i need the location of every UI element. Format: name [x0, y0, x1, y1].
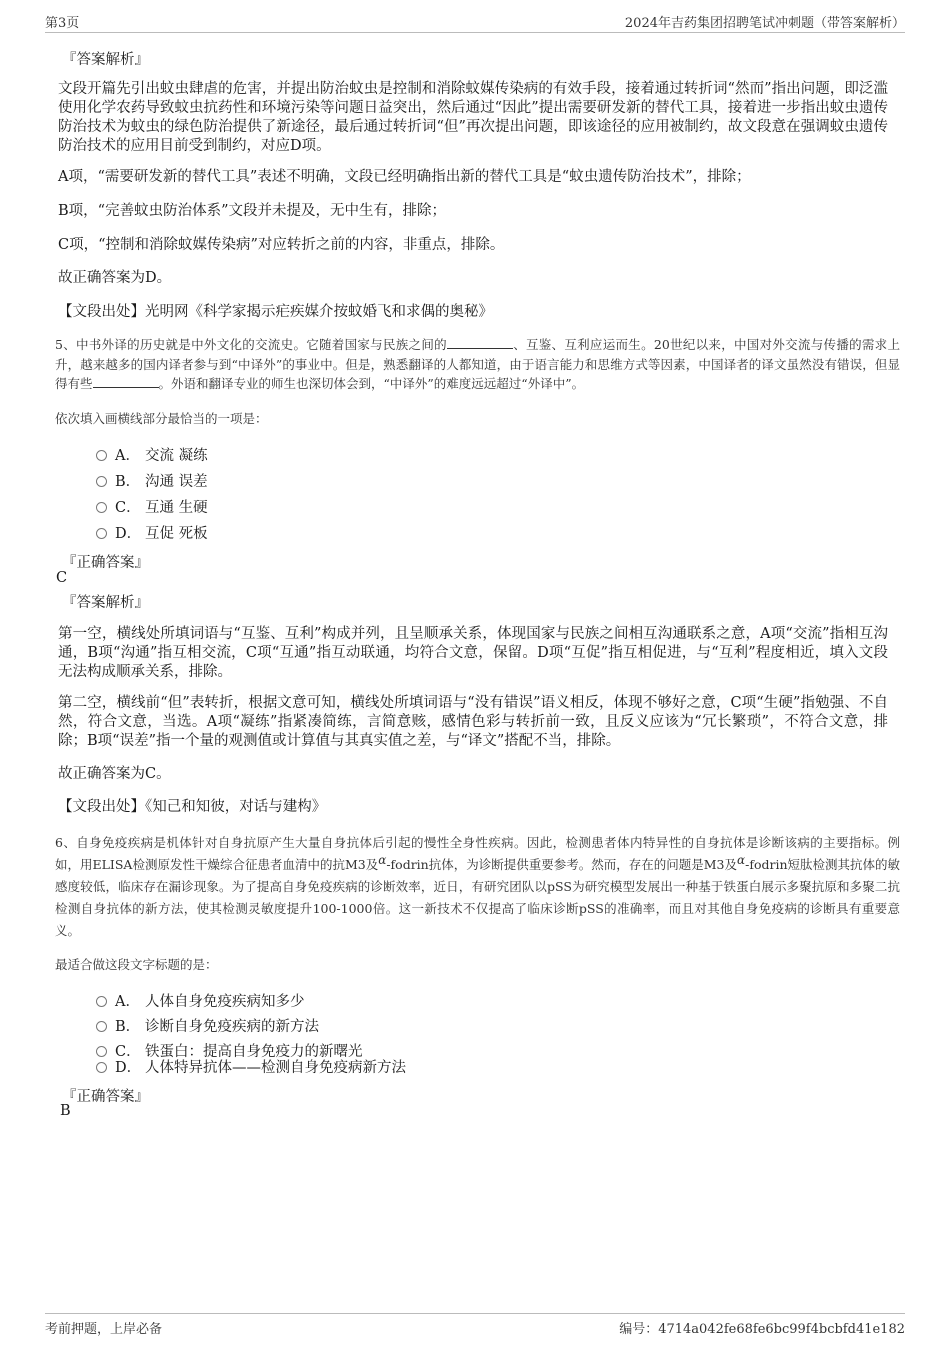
q5-option-b[interactable]: B． 沟通 误差	[96, 470, 208, 490]
q6-answer-label: 『正确答案』	[62, 1089, 149, 1105]
page-footer	[45, 1313, 905, 1338]
radio-icon[interactable]	[96, 502, 107, 513]
q4-analysis: 文段开篇先引出蚊虫肆虐的危害，并提出防治蚊虫是控制和消除蚊媒传染病的有效手段，接着通过转折词“然而”指出问题，即泛滥使用化学农药导致蚊虫抗药性和环境污染等问题日益突出，然后通过“因此”提出需要研发新的替代工具，接着进一步指出蚊虫遗传防治技术为蚊虫的绿色防治提供了新途径，最后通过转折词“但”再次提出问题，即该途径的应用被制约，故文段意在强调蚊虫遗传防治技术的应用目前受到制约，对应D项。	[58, 81, 888, 154]
q5-analysis-label: 『答案解析』	[62, 595, 149, 611]
q6-stem-part-3: -fodrin短肽检测其抗体的敏感度较低，临床存在漏诊现象。为了提高自身免疫疾病的诊断效率，近日，有研究团队以pSS为研究模型发展出一种基于铁蛋白展示多聚抗原和多聚二抗检测自身抗体的新方法，使其检测灵敏度提升100-1000倍。这一新技术不仅提高了临床诊断pSS的准确率，而且对其他自身免疫病的诊断具有重要意义。	[55, 857, 900, 938]
q5-blank-1	[447, 337, 513, 349]
q5-stem-part-2: 、互鉴、互利应运而生。20世纪以来，中国对外交流与传播的需求上升，越来越多的国内译者参与到“中译外”的事业中。但是，熟悉翻译的人都知道，由于语言能力和思维方式等因素，中国译者的译文虽然没有错误，但显得有些	[55, 337, 900, 391]
q5-blank-2	[93, 376, 159, 388]
radio-icon[interactable]	[96, 996, 107, 1007]
q6-stem-part-2: -fodrin抗体，为诊断提供重要参考。然而，存在的问题是M3及	[386, 857, 737, 872]
q4-source: 【文段出处】光明网《科学家揭示疟疾媒介按蚊婚飞和求偶的奥秘》	[58, 304, 493, 320]
q5-option-d[interactable]: D． 互促 死板	[96, 522, 208, 542]
q4-conclusion: 故正确答案为D。	[58, 270, 172, 286]
document-title: 2024年吉药集团招聘笔试冲刺题（带答案解析）	[624, 16, 905, 31]
q5-conclusion: 故正确答案为C。	[58, 766, 171, 782]
q5-stem-part-3: 。外语和翻译专业的师生也深切体会到，“中译外”的难度远远超过“外译中”。	[158, 376, 585, 391]
radio-icon[interactable]	[96, 528, 107, 539]
q6-option-b[interactable]: B． 诊断自身免疫疾病的新方法	[96, 1015, 319, 1035]
q5-option-a[interactable]: A． 交流 凝练	[96, 444, 208, 464]
q4-option-c-note: C项，“控制和消除蚊媒传染病”对应转折之前的内容，非重点，排除。	[58, 237, 505, 253]
q6-prompt: 最适合做这段文字标题的是：	[55, 957, 218, 972]
q5-prompt: 依次填入画横线部分最恰当的一项是：	[55, 411, 268, 426]
q5-stem-part-1: 5、中书外译的历史就是中外文化的交流史。它随着国家与民族之间的	[55, 337, 447, 352]
q6-option-a[interactable]: A． 人体自身免疫疾病知多少	[96, 990, 305, 1010]
q6-option-c[interactable]: C． 铁蛋白：提高自身免疫力的新曙光	[96, 1040, 363, 1060]
alpha-symbol: α	[736, 853, 746, 867]
q6-stem-part-1: 6、自身免疫疾病是机体针对自身抗原产生大量自身抗体后引起的慢性全身性疾病。因此，检测患者体内特异性的自身抗体是诊断该病的主要指标。例如，用ELISA检测原发性干燥综合征患者血清中的抗M3及	[55, 835, 900, 872]
footer-slogan: 考前押题，上岸必备	[45, 1322, 163, 1337]
q5-answer-label: 『正确答案』	[62, 555, 149, 571]
q5-analysis-2: 第二空，横线前“但”表转折，根据文意可知，横线处所填词语与“没有错误”语义相反，体现不够好之意，C项“生硬”指勉强、不自然，符合文意，当选。A项“凝练”指紧凑简练，言简意赅，感情色彩与转折前一致，且反义应该为“冗长繁琐”，不符合文意，排除；B项“误差”指一个量的观测值或计算值与其真实值之差，与“译文”搭配不当，排除。	[58, 695, 888, 749]
q5-option-c[interactable]: C． 互通 生硬	[96, 496, 208, 516]
page-header	[45, 12, 905, 33]
radio-icon[interactable]	[96, 1062, 107, 1073]
alpha-symbol: α	[378, 853, 387, 867]
page-number: 第3页	[45, 16, 80, 31]
q5-stem	[55, 335, 900, 394]
q6-answer: B	[60, 1103, 71, 1119]
q5-answer: C	[56, 570, 68, 586]
q6-stem	[55, 832, 900, 942]
q5-analysis-1: 第一空，横线处所填词语与“互鉴、互利”构成并列，且呈顺承关系，体现国家与民族之间相互沟通联系之意，A项“交流”指相互沟通，B项“沟通”指互相交流，C项“互通”指互动联通，均符合文意，保留。D项“互促”指互相促进，与“互利”程度相近，填入文段无法构成顺承关系，排除。	[58, 626, 888, 680]
radio-icon[interactable]	[96, 476, 107, 487]
radio-icon[interactable]	[96, 1021, 107, 1032]
q6-option-d[interactable]: D． 人体特异抗体——检测自身免疫病新方法	[96, 1056, 406, 1076]
q4-option-a-note: A项，“需要研发新的替代工具”表述不明确，文段已经明确指出新的替代工具是“蚊虫遗传防治技术”，排除；	[58, 169, 751, 185]
document-id: 编号：4714a042fe68fe6bc99f4bcbfd41e182	[619, 1322, 905, 1337]
q4-analysis-label: 『答案解析』	[62, 52, 149, 68]
q5-source: 【文段出处】《知己和知彼，对话与建构》	[58, 799, 327, 815]
q4-option-b-note: B项，“完善蚊虫防治体系”文段并未提及，无中生有，排除；	[58, 203, 446, 219]
radio-icon[interactable]	[96, 1046, 107, 1057]
radio-icon[interactable]	[96, 450, 107, 461]
